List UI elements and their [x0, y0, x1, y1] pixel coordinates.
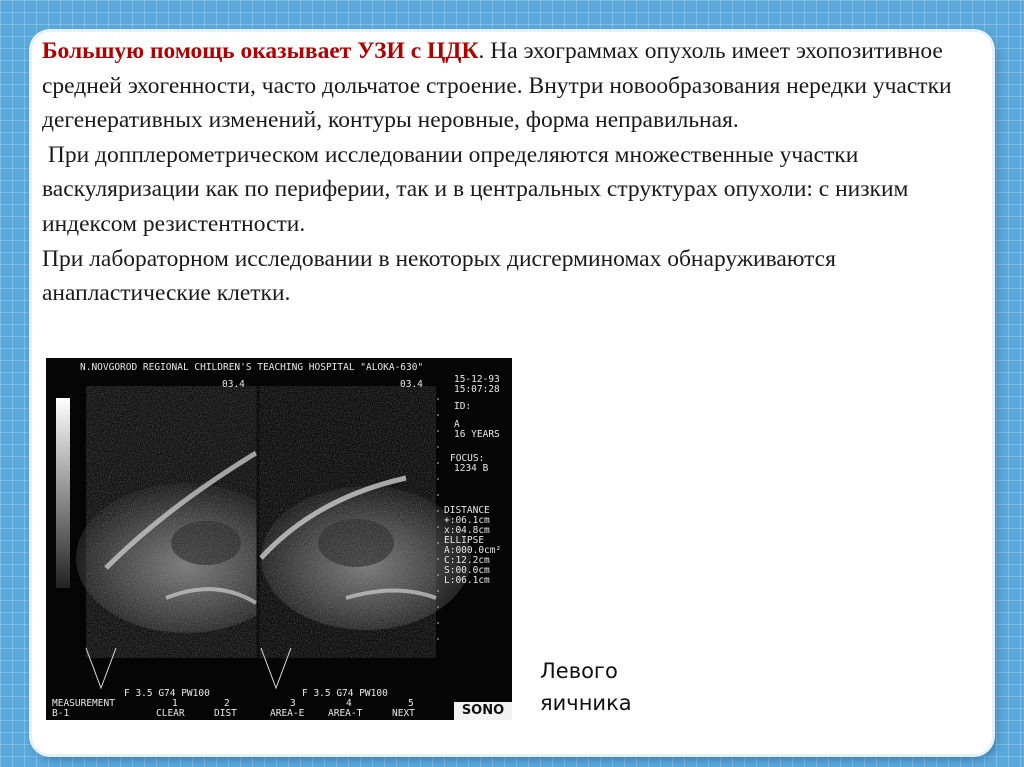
us-btn-area-t: AREA-T: [328, 708, 363, 719]
us-depth-right: 03.4: [400, 379, 423, 390]
us-distance-label: DISTANCE: [444, 505, 490, 516]
us-focus-value: 1234 B: [454, 463, 489, 474]
sono-logo: SONO: [454, 702, 512, 720]
paragraph-3: При лабораторном исследовании в некоторых дисгерминомах обнаруживаются анапластические клетки.: [42, 245, 836, 307]
us-patient: A: [454, 419, 460, 430]
us-mode: B-1: [52, 708, 70, 719]
image-caption: [540, 655, 632, 719]
paragraph-1: [42, 34, 972, 138]
us-ellipse-label: ELLIPSE: [444, 535, 485, 546]
us-ellipse-a: A:000.0cm²: [444, 545, 502, 556]
us-btn-5: 5: [408, 698, 414, 709]
us-age: 16 YEARS: [454, 429, 500, 440]
us-btn-next: NEXT: [392, 708, 415, 719]
slide-text: [42, 34, 972, 311]
us-btn-1: 1: [172, 698, 178, 709]
us-btn-3: 3: [290, 698, 296, 709]
us-ellipse-s: S:00.0cm: [444, 565, 490, 576]
us-btn-area-e: AREA-E: [270, 708, 305, 719]
us-focus-label: FOCUS:: [450, 453, 485, 464]
highlight-text: Большую помощь оказывает УЗИ с ЦДК: [42, 38, 479, 64]
ultrasound-scan: [46, 358, 512, 720]
us-params-right: F 3.5 G74 PW100: [302, 688, 388, 699]
caption-line-2: яичника: [540, 691, 632, 715]
caption-line-1: Левого: [540, 659, 618, 683]
us-date: 15-12-93: [454, 374, 500, 385]
us-btn-2: 2: [224, 698, 230, 709]
us-header: N.NOVGOROD REGIONAL CHILDREN'S TEACHING HOSPITAL "ALOKA-630": [80, 362, 424, 373]
us-depth-left: 03.4: [222, 379, 245, 390]
ultrasound-image: [46, 358, 512, 720]
us-btn-4: 4: [346, 698, 352, 709]
paragraph-1-rest: . На эхограммах опухоль имеет эхопозитивное средней эхогенности, часто дольчатое строение. Внутри новообразования нередки участки дегенеративных изменений, контуры неровные, форма неправильная.: [42, 38, 952, 134]
paragraph-2: При допплерометрическом исследовании определяются множественные участки васкуляризации как по периферии, так и в центральных структурах опухоли: с низким индексом резистентности.: [42, 141, 915, 237]
us-measurement: MEASUREMENT: [52, 698, 115, 709]
us-ellipse-l: L:06.1cm: [444, 575, 490, 586]
us-time: 15:07:28: [454, 384, 500, 395]
us-ellipse-c: C:12.2cm: [444, 555, 490, 566]
us-distance-2: x:04.8cm: [444, 525, 490, 536]
us-btn-dist: DIST: [214, 708, 237, 719]
us-distance-1: +:06.1cm: [444, 515, 490, 526]
us-btn-clear: CLEAR: [156, 708, 185, 719]
us-id-label: ID:: [454, 401, 472, 412]
us-params-left: F 3.5 G74 PW100: [124, 688, 210, 699]
